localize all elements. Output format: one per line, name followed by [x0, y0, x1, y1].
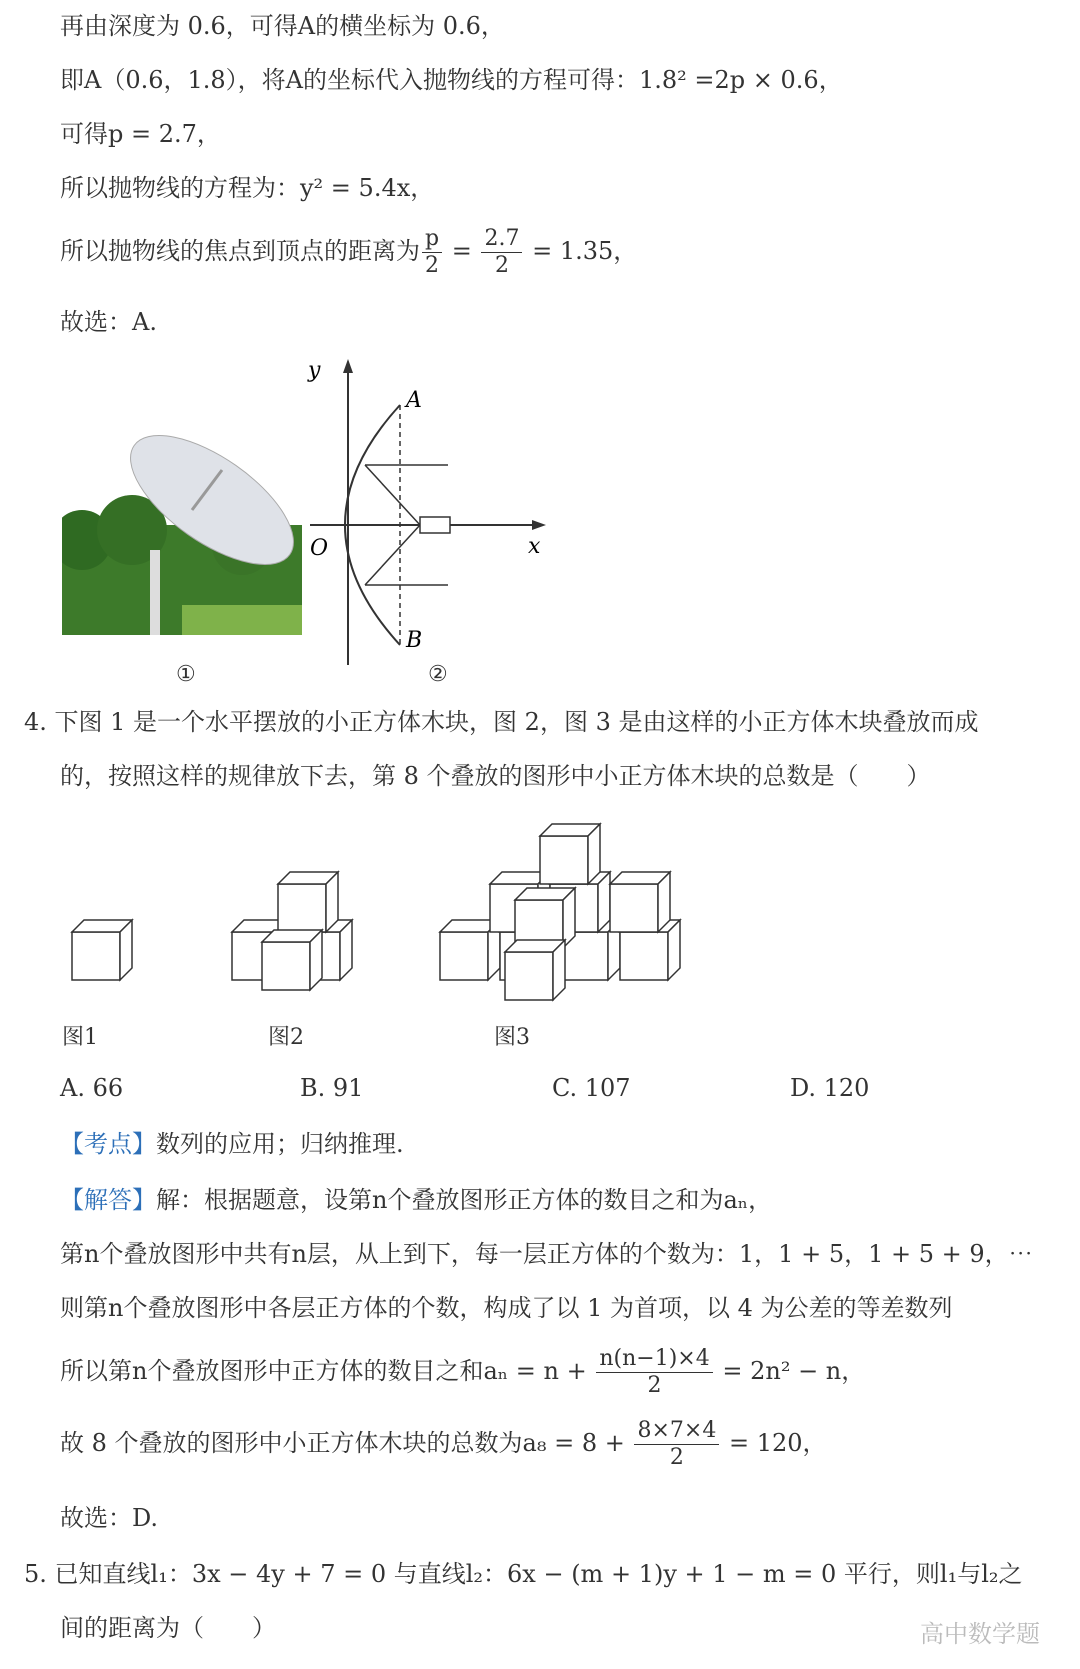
parabola-diagram — [300, 355, 560, 670]
fraction-sum-formula: $\frac{n(n-1)\times 4}{2}$ — [596, 1346, 712, 1399]
question-4-line-1: 4. 下图 1 是一个水平摆放的小正方体木块，图 2，图 3 是由这样的小正方体木块叠放而成 — [24, 708, 979, 736]
axis-y-label: y — [308, 358, 321, 383]
option-d: D. 120 — [790, 1074, 870, 1102]
question-5-line-2: 间的距离为（ ） — [60, 1614, 276, 1642]
cube-figure-label-1: 图1 — [62, 1025, 98, 1050]
kaodian-text: 数列的应用；归纳推理. — [156, 1130, 404, 1158]
point-a-label: A — [406, 388, 422, 413]
option-c: C. 107 — [552, 1074, 631, 1102]
analysis-line-5: 故 8 个叠放的图形中小正方体木块的总数为a₈ = 8 + $\frac{8\times 7\times 4}{2}$ = 120， — [60, 1418, 827, 1470]
cube-figure-label-2: 图2 — [268, 1025, 304, 1050]
solution-line-5-text: 所以抛物线的焦点到顶点的距离为 — [60, 237, 420, 265]
solution-line-2: 即A（0.6，1.8），将A的坐标代入抛物线的方程可得：1.8² =2p × 0.6， — [60, 66, 843, 94]
point-b-label: B — [406, 628, 423, 653]
figure-label-1: ① — [176, 662, 196, 687]
solution-line-5: 所以抛物线的焦点到顶点的距离为 $\frac{p}{2}$ = $\frac{2.7}{2}$ = 1.35， — [60, 226, 638, 278]
kaodian-tag: 【考点】 — [60, 1130, 156, 1158]
solution-line-1: 再由深度为 0.6，可得A的横坐标为 0.6， — [60, 12, 505, 40]
solution-line-3: 可得p = 2.7， — [60, 120, 221, 148]
origin-label: O — [310, 536, 329, 561]
jieda-tag: 【解答】 — [60, 1186, 156, 1214]
watermark: 高中数学题 — [920, 1620, 1040, 1648]
fraction-p-over-2: $\frac{p}{2}$ — [422, 226, 442, 279]
option-b: B. 91 — [300, 1074, 364, 1102]
fraction-a8: $\frac{8\times 7\times 4}{2}$ — [634, 1418, 719, 1471]
cube-figures — [60, 810, 700, 1010]
axis-x-label: x — [528, 534, 541, 559]
analysis-line-3: 则第n个叠放图形中各层正方体的个数，构成了以 1 为首项，以 4 为公差的等差数列 — [60, 1294, 953, 1322]
cube-figure-label-3: 图3 — [494, 1025, 530, 1050]
analysis-line-2: 第n个叠放图形中共有n层，从上到下，每一层正方体的个数为：1，1 + 5，1 + 5 + 9，⋯ — [60, 1240, 1033, 1268]
analysis-line-4: 所以第n个叠放图形中正方体的数目之和aₙ = n + $\frac{n(n-1)\times 4}{2}$ = 2n² − n， — [60, 1346, 866, 1398]
question-5-line-1: 5. 已知直线l₁：3x − 4y + 7 = 0 与直线l₂：6x − (m + 1)y + 1 − m = 0 平行，则l₁与l₂之 — [24, 1560, 1023, 1588]
option-a: A. 66 — [60, 1074, 124, 1102]
jieda-text: 解：根据题意，设第n个叠放图形正方体的数目之和为aₙ， — [156, 1186, 773, 1214]
question-4-line-2: 的，按照这样的规律放下去，第 8 个叠放的图形中小正方体木块的总数是（ ） — [60, 762, 931, 790]
solution-line-4: 所以抛物线的方程为：y² = 5.4x， — [60, 174, 435, 202]
figure-label-2: ② — [428, 662, 448, 687]
satellite-dish-photo — [62, 430, 302, 640]
kaodian-line — [60, 1128, 404, 1160]
analysis-answer: 故选：D. — [60, 1504, 159, 1532]
fraction-27-over-2: $\frac{2.7}{2}$ — [481, 226, 522, 279]
solution-answer: 故选：A. — [60, 308, 157, 336]
jieda-line — [60, 1184, 772, 1216]
